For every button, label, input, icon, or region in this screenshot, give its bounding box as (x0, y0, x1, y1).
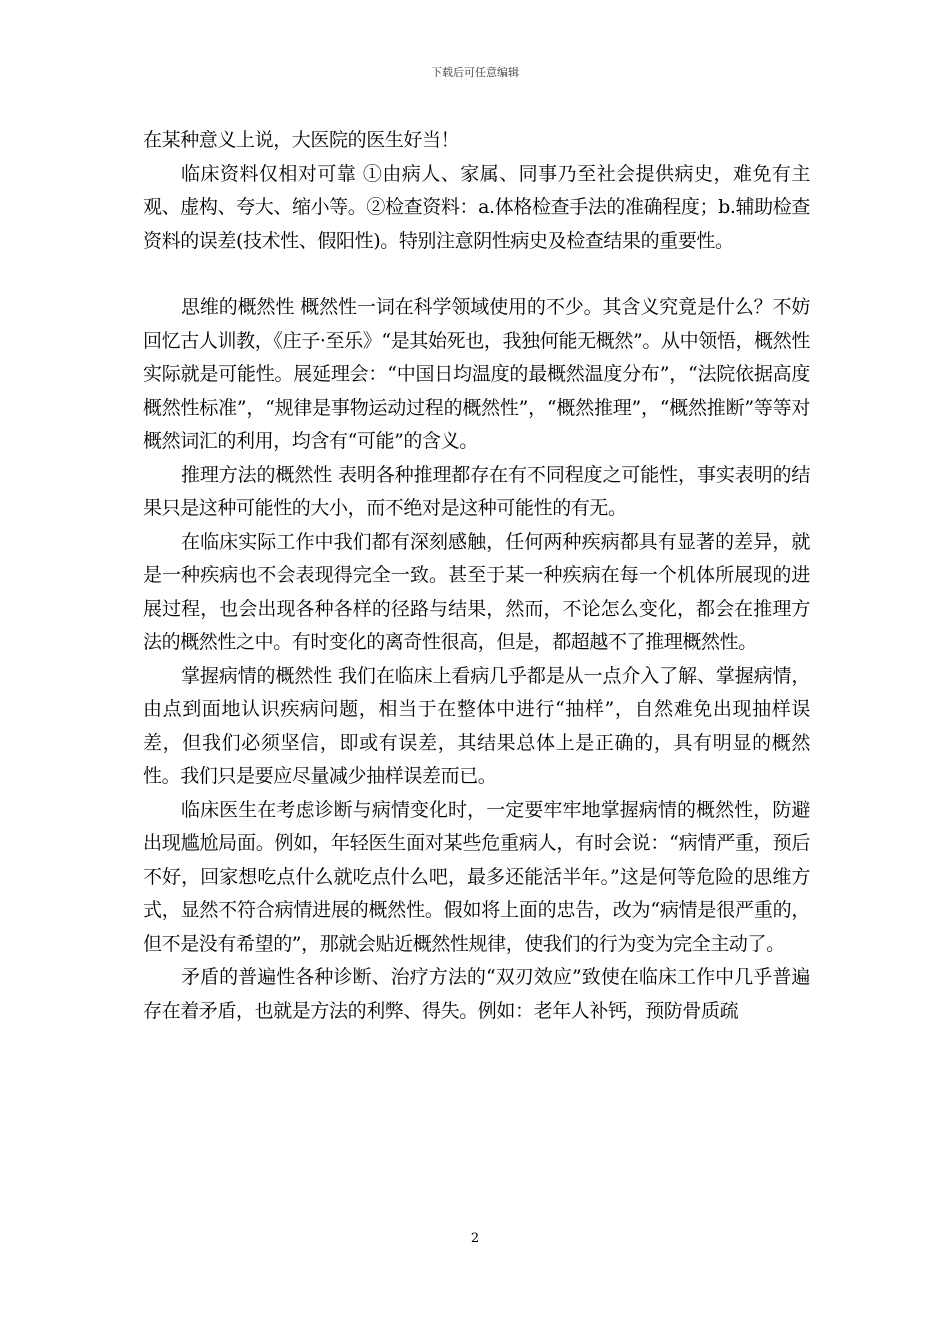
paragraph-reasoning-probability: 推理方法的概然性 表明各种推理都存在有不同程度之可能性，事实表明的结果只是这种可能性的大小，而不绝对是这种可能性的有无。 (143, 463, 810, 519)
paragraph-condition-probability: 掌握病情的概然性 我们在临床上看病几乎都是从一点介入了解、掌握病情，由点到面地认识疾病问题，相当于在整体中进行“抽样”，自然难免出现抽样误差，但我们必须坚信，即或有误差，其结果总体上是正确的，具有明显的概然性。我们只是要应尽量减少抽样误差而已。 (143, 664, 810, 787)
page-header: 下载后可任意编辑 (431, 66, 519, 79)
paragraph-diagnosis-example: 临床医生在考虑诊断与病情变化时，一定要牢牢地掌握病情的概然性，防避出现尴尬局面。例如，年轻医生面对某些危重病人，有时会说：“病情严重，预后不好，回家想吃点什么就吃点什么吧，最多还能活半年。”这是何等危险的思维方式，显然不符合病情进展的概然性。假如将上面的忠告，改为“病情是很严重的，但不是没有希望的”，那就会贴近概然性规律，使我们的行为变为完全主动了。 (143, 798, 810, 955)
document-body (143, 124, 810, 1028)
paragraph-spacer (143, 258, 810, 291)
paragraph-contradiction-universality: 矛盾的普遍性各种诊断、治疗方法的“双刃效应”致使在临床工作中几乎普遍存在着矛盾，也就是方法的利弊、得失。例如：老年人补钙，预防骨质疏 (143, 966, 810, 1022)
paragraph-clinical-data-reliability: 临床资料仅相对可靠 ①由病人、家属、同事乃至社会提供病史，难免有主观、虚构、夸大、缩小等。②检查资料：a.体格检查手法的准确程度；b.辅助检查资料的误差(技术性、假阳性)。特别注意阴性病史及检查结果的重要性。 (143, 162, 810, 252)
page-number: 2 (470, 1231, 480, 1246)
paragraph-intro-conclusion: 在某种意义上说，大医院的医生好当！ (143, 129, 460, 151)
paragraph-probabilistic-thinking: 思维的概然性 概然性一词在科学领域使用的不少。其含义究竟是什么？不妨回忆古人训教，《庄子·至乐》“是其始死也，我独何能无概然”。从中领悟，概然性实际就是可能性。展延理会：“中国日均温度的最概然温度分布”，“法院依据高度概然性标准”，“规律是事物运动过程的概然性”，“概然推理”，“概然推断”等等对概然词汇的利用，均含有“可能”的含义。 (143, 296, 810, 452)
paragraph-clinical-experience: 在临床实际工作中我们都有深刻感触，任何两种疾病都具有显著的差异，就是一种疾病也不会表现得完全一致。甚至于某一种疾病在每一个机体所展现的进展过程，也会出现各种各样的径路与结果，然而，不论怎么变化，都会在推理方法的概然性之中。有时变化的离奇性很高，但是，都超越不了推理概然性。 (143, 530, 810, 653)
